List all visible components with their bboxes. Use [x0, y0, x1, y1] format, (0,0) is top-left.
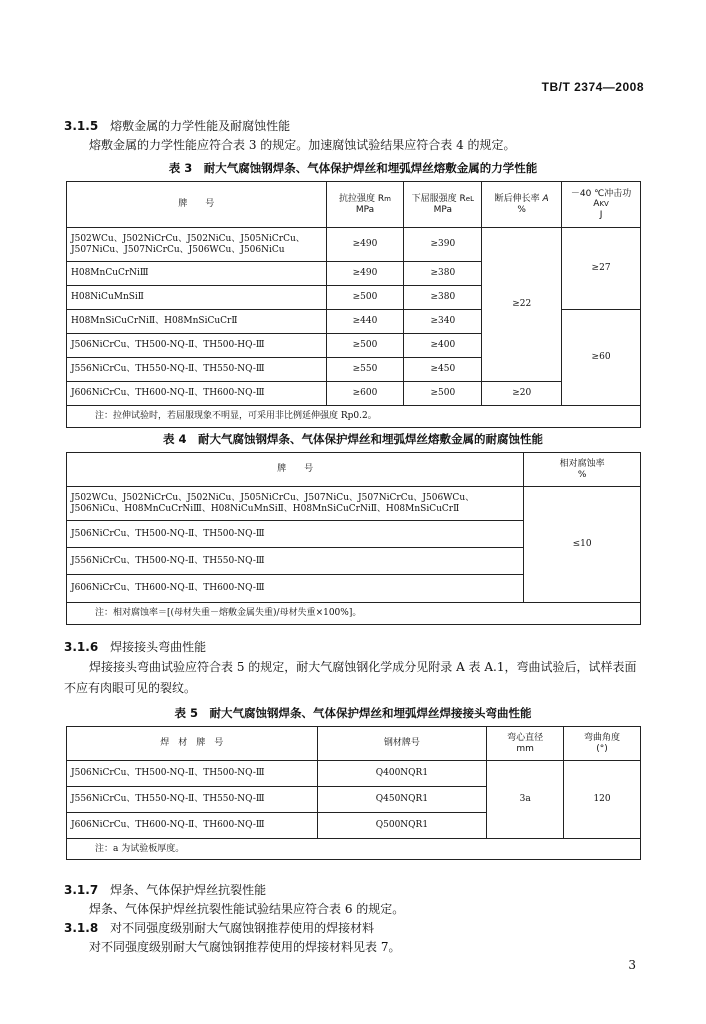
row-brand: J606NiCrCu、TH600-NQ-Ⅱ、TH600-NQ-Ⅲ: [67, 575, 524, 603]
table-4: [66, 452, 641, 625]
impact-group-1-value: ≥27: [562, 228, 641, 310]
header-bend-angle: 弯曲角度 (°): [564, 727, 641, 761]
section-3-1-8-paragraph: 对不同强度级别耐大气腐蚀钢推荐使用的焊接材料见表 7。: [89, 940, 401, 954]
section-number: 3.1.6: [64, 640, 99, 654]
header-welding-material: 焊 材 牌 号: [67, 727, 318, 761]
row-brand: H08MnCuCrNiⅢ: [67, 262, 327, 286]
row-yield: ≥340: [404, 310, 482, 334]
header-impact: －40 ℃冲击功 AKV J: [562, 182, 641, 228]
table-header-row: [67, 182, 641, 228]
table-3-note: 注：拉伸试验时，若屈服现象不明显，可采用非比例延伸强度 Rp0.2。: [67, 406, 641, 428]
section-3-1-7-paragraph: 焊条、气体保护焊丝抗裂性能试验结果应符合表 6 的规定。: [89, 902, 405, 916]
header-steel-grade: 钢材牌号: [317, 727, 487, 761]
section-title: 对不同强度级别耐大气腐蚀钢推荐使用的焊接材料: [110, 921, 375, 935]
section-3-1-5-heading: [64, 117, 290, 134]
row-brand: J506NiCrCu、TH500-NQ-Ⅱ、TH500-NQ-Ⅲ: [67, 521, 524, 548]
row-yield: ≥380: [404, 286, 482, 310]
row-tensile: ≥490: [326, 262, 404, 286]
row-yield: ≥390: [404, 228, 482, 262]
page-number: 3: [628, 958, 636, 972]
row-tensile: ≥500: [326, 334, 404, 358]
section-number: 3.1.7: [64, 883, 99, 897]
header-brand: 牌 号: [67, 453, 524, 487]
table-header-row: [67, 453, 641, 487]
row-material: J606NiCrCu、TH600-NQ-Ⅱ、TH600-NQ-Ⅲ: [67, 813, 318, 839]
table-note-row: [67, 839, 641, 860]
standard-number: TB/T 2374—2008: [541, 80, 644, 94]
section-3-1-6-paragraph: 焊接接头弯曲试验应符合表 5 的规定，耐大气腐蚀钢化学成分见附录 A 表 A.1，弯曲试验后，试样表面不应有肉眼可见的裂纹。: [64, 660, 637, 695]
row-tensile: ≥490: [326, 228, 404, 262]
row-steel: Q450NQR1: [317, 787, 487, 813]
row-brand: J502WCu、J502NiCrCu、J502NiCu、J505NiCrCu、J507NiCu、J507NiCrCu、J506WCu、J506NiCu: [67, 228, 327, 262]
row-yield: ≥450: [404, 358, 482, 382]
corrosion-rate-value: ≤10: [524, 487, 641, 603]
row-brand: J556NiCrCu、TH500-NQ-Ⅱ、TH550-NQ-Ⅲ: [67, 548, 524, 575]
elongation-group-value: ≥22: [482, 228, 562, 382]
table-4-caption: 表 4 耐大气腐蚀钢焊条、气体保护焊丝和埋弧焊丝熔敷金属的耐腐蚀性能: [162, 432, 543, 446]
row-brand: H08NiCuMnSiⅡ: [67, 286, 327, 310]
table-3-caption: 表 3 耐大气腐蚀钢焊条、气体保护焊丝和埋弧焊丝熔敷金属的力学性能: [168, 161, 538, 175]
section-number: 3.1.8: [64, 921, 99, 935]
row-brand: J556NiCrCu、TH550-NQ-Ⅱ、TH550-NQ-Ⅲ: [67, 358, 327, 382]
row-brand: J606NiCrCu、TH600-NQ-Ⅱ、TH600-NQ-Ⅲ: [67, 382, 327, 406]
row-tensile: ≥550: [326, 358, 404, 382]
table-row: [67, 382, 641, 406]
table-row: [67, 228, 641, 262]
table-row: [67, 761, 641, 787]
table-5-note: 注：a 为试验板厚度。: [67, 839, 641, 860]
section-number: 3.1.5: [64, 119, 99, 133]
table-header-row: [67, 727, 641, 761]
section-3-1-8-heading: [64, 919, 374, 936]
bend-angle-value: 120: [564, 761, 641, 839]
section-3-1-5-paragraph: 熔敷金属的力学性能应符合表 3 的规定。加速腐蚀试验结果应符合表 4 的规定。: [89, 138, 516, 152]
row-material: J506NiCrCu、TH500-NQ-Ⅱ、TH500-NQ-Ⅲ: [67, 761, 318, 787]
row-brand: J506NiCrCu、TH500-NQ-Ⅱ、TH500-HQ-Ⅲ: [67, 334, 327, 358]
row-yield: ≥500: [404, 382, 482, 406]
table-3: [66, 181, 641, 428]
section-title: 熔敷金属的力学性能及耐腐蚀性能: [110, 119, 291, 133]
table-5-caption: 表 5 耐大气腐蚀钢焊条、气体保护焊丝和埋弧焊丝焊接接头弯曲性能: [174, 706, 532, 720]
section-3-1-6-heading: [64, 638, 206, 655]
row-steel: Q400NQR1: [317, 761, 487, 787]
header-bend-diameter: 弯心直径 mm: [487, 727, 564, 761]
elongation-last-value: ≥20: [482, 382, 562, 406]
table-4-note: 注：相对腐蚀率＝[(母材失重－熔敷金属失重)/母材失重×100%]。: [67, 603, 641, 625]
row-tensile: ≥440: [326, 310, 404, 334]
section-3-1-7-heading: [64, 881, 266, 898]
row-brand: J502WCu、J502NiCrCu、J502NiCu、J505NiCrCu、J507NiCu、J507NiCrCu、J506WCu、J506NiCu、H08MnCuCrNiⅢ、H08NiCuMnSiⅡ、H08MnSiCuCrNiⅡ、H08MnSiCuCrⅡ: [67, 487, 524, 521]
header-corrosion-rate: 相对腐蚀率 %: [524, 453, 641, 487]
header-tensile: 抗拉强度 Rm MPa: [326, 182, 404, 228]
header-brand: 牌 号: [67, 182, 327, 228]
impact-group-2-value: ≥60: [562, 310, 641, 406]
row-material: J556NiCrCu、TH550-NQ-Ⅱ、TH550-NQ-Ⅲ: [67, 787, 318, 813]
table-note-row: [67, 603, 641, 625]
header-elongation: 断后伸长率 A %: [482, 182, 562, 228]
header-yield: 下屈服强度 ReL MPa: [404, 182, 482, 228]
bend-diameter-value: 3a: [487, 761, 564, 839]
table-row: [67, 487, 641, 521]
row-brand: H08MnSiCuCrNiⅡ、H08MnSiCuCrⅡ: [67, 310, 327, 334]
row-tensile: ≥500: [326, 286, 404, 310]
table-note-row: [67, 406, 641, 428]
section-title: 焊接接头弯曲性能: [110, 640, 207, 654]
row-steel: Q500NQR1: [317, 813, 487, 839]
table-5: [66, 726, 641, 860]
row-yield: ≥380: [404, 262, 482, 286]
section-title: 焊条、气体保护焊丝抗裂性能: [110, 883, 267, 897]
row-yield: ≥400: [404, 334, 482, 358]
row-tensile: ≥600: [326, 382, 404, 406]
